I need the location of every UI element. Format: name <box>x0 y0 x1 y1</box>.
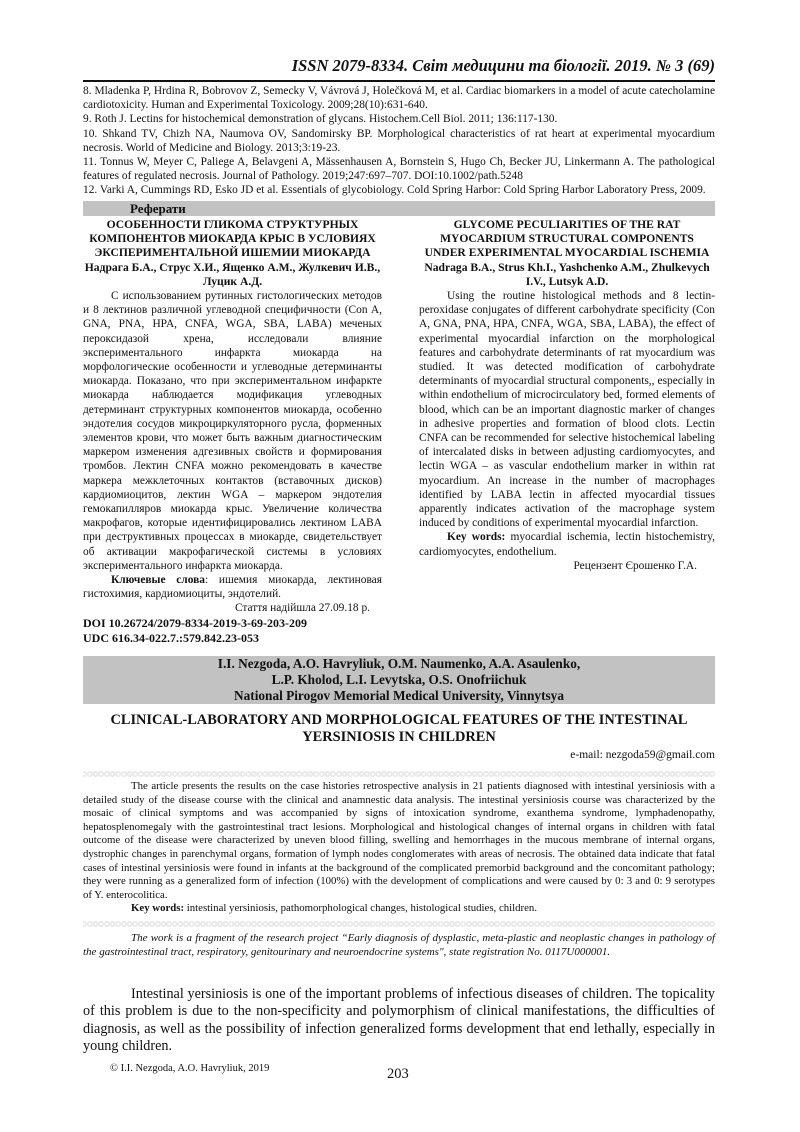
copyright: © I.I. Nezgoda, A.O. Havryliuk, 2019 <box>110 1063 270 1074</box>
affiliation: National Pirogov Memorial Medical University, Vinnytsya <box>234 688 564 703</box>
abstract-border-bottom <box>83 921 715 927</box>
introduction <box>83 986 715 1056</box>
keywords-label: Key words: <box>131 902 185 915</box>
reference-item: 12. Varki A, Cummings RD, Esko JD et al. Essentials of glycobiology. Cold Spring Harbor: Cold Spring Harbor Laboratory Press, 2009. <box>83 184 706 197</box>
article-authors-line: L.P. Kholod, L.I. Levytska, O.S. Onofriichuk <box>271 672 527 687</box>
english-title: GLYCOME PECULIARITIES OF THE RAT MYOCARDIUM STRUCTURAL COMPONENTS UNDER EXPERIMENTAL MYOCARDIAL ISCHEMIA <box>424 218 710 260</box>
russian-title: ОСОБЕННОСТИ ГЛИКОМА СТРУКТУРНЫХ КОМПОНЕНТОВ МИОКАРДА КРЫС В УСЛОВИЯХ ЭКСПЕРИМЕНТАЛЬНОЙ ИШЕМИИ МИОКАРДА <box>89 218 376 260</box>
running-head: ISSN 2079-8334. Світ медицини та біології. 2019. № 3 (69) <box>291 56 715 75</box>
article-title-line: YERSINIOSIS IN CHILDREN <box>302 729 496 745</box>
russian-abstract-column <box>83 218 382 616</box>
article-abstract <box>83 780 715 916</box>
received-date: Стаття надійшла 27.09.18 р. <box>234 602 370 615</box>
article-title-line: CLINICAL-LABORATORY AND MORPHOLOGICAL FEATURES OF THE INTESTINAL <box>110 712 688 728</box>
article-title <box>83 712 715 746</box>
russian-authors: Надрага Б.А., Струс Х.И., Ященко А.М., Жулкевич И.В., Луцик А.Д. <box>84 260 381 288</box>
udc: UDC 616.34-022.7.:579.842.23-053 <box>83 631 259 645</box>
english-abstract-text: Using the routine histological methods and 8 lectin-peroxidase conjugates of different carbohydrate specificity (Con A, GNA, PNA, HPA, CNFA, WGA, SBA, LABA), the effect of experimental myocardial infarction on the morphological features and carbohydrate determinants of rat myocardium was studied. It was detected modification of carbohydrate determinants of myocardial structural components,, especially in within endothelium of microcirculatory bed, formed elements of blood, which can be an important diagnostic marker of changes in adhesive properties and formation of blood clots. Lectin CNFA can be recommended for selective histochemical labeling of intercalated disks in between adjusting cardiomyocytes, and lectin WGA – as vascular endothelium marker in within rat myocardium. An increase in the number of macrophages identified by LABA lectin in affected myocardial tissues apparently indicates activation of the macrophage system induced by conditions of experimental myocardial infarction. <box>419 290 715 530</box>
doi: DOI 10.26724/2079-8334-2019-3-69-203-209 <box>83 616 307 630</box>
abstract-text: The article presents the results on the case histories retrospective analysis in 21 patients diagnosed with intestinal yersiniosis with a detailed study of the disease course with the clinical and anamnestic data analysis. The intestinal yersiniosis course was characterized by the mosaic of clinical symptoms and was accompanied by signs of intoxication syndrome, exanthema syndrome, lymphadenopathy, hepatosplenomegaly with the gastrointestinal tract lesions. Morphological and histological changes of internal organs in children with fatal outcome of the disease were characterized by uneven blood filling, swelling and hemorrhages in the mucous membrane of internal organs, dystrophic changes in parenchymal organs, formation of lymph nodes conglomerates with areas of necrosis. The obtained data indicate that fatal cases of intestinal yersiniosis were found in infants at the background of the complicated premorbid background and the concomitant pathology; they were running as a generalized form of infection (100%) with the development of complications and were caused by 0: 3 and 0: 9 serotypes of Y. enterocolitica. <box>83 780 715 901</box>
referaty-section-bar <box>83 201 715 216</box>
keywords-text: intestinal yersiniosis, pathomorphological changes, histological studies, children. <box>184 902 538 915</box>
reviewer: Рецензент Єрошенко Г.А. <box>573 559 697 572</box>
russian-abstract-text: С использованием рутинных гистологических методов и 8 лектинов различной углеводной специфичности (Con A, GNA, PNA, HPA, CNFA, WGA, SBA, LABA) меченых пероксидазой хрена, исследовали влияние экспериментального инфаркта миокарда на морфологические особенности и углеводные детерминанты миокарда. Показано, что при экспериментальном инфаркте миокарда наблюдается модификация углеводных детерминант структурных компонентов миокарда, особенно эндотелия сосудов микроциркуляторного русла, форменных элементов крови, что может быть важным диагностическим маркером изменения адгезивных свойств и формирования тромбов. Лектин CNFA можно рекомендовать в качестве маркера межклеточных контактов (вставочных дисков) кардиомиоцитов, лектин WGA – маркером эндотелия гемокапилляров миокарда крыс. Увеличение количества макрофагов, которые идентифицировались лектином LABA при деструктивных процессах в миокарде, свидетельствует об активации макрофагической системы в условиях экспериментального инфаркта миокарда. <box>83 290 382 572</box>
article-authors-line: I.I. Nezgoda, A.O. Havryliuk, O.M. Naumenko, A.A. Asaulenko, <box>217 656 581 671</box>
keywords-label: Ключевые слова <box>111 574 205 587</box>
english-abstract-column <box>419 218 715 573</box>
contact-email: e-mail: nezgoda59@gmail.com <box>570 749 715 761</box>
article-keywords <box>83 902 715 916</box>
doi-udc-block <box>83 616 307 646</box>
keywords-text: : ишемия миокарда, лектиновая гистохимия, кардиомиоциты, эндотелий. <box>83 574 382 601</box>
keywords-text: myocardial ischemia, lectin histochemistry, cardiomyocytes, endothelium. <box>419 531 715 558</box>
header-rule <box>83 80 715 82</box>
keywords-label: Key words: <box>447 531 506 544</box>
reference-item: 10. Shkand TV, Chizh NA, Naumova OV, Sandomirsky BP. Morphological characteristics of rat heart at experimental myocardium necrosis. World of Medicine and Biology. 2013;3:19-23. <box>83 127 715 154</box>
abstract-border-top <box>83 771 715 777</box>
reference-item: 9. Roth J. Lectins for histochemical demonstration of glycans. Histochem.Cell Biol. 2011; 136:117-130. <box>83 113 558 126</box>
reference-item: 11. Tonnus W, Meyer C, Paliege A, Belavgeni A, Mässenhausen A, Bornstein S, Hugo Ch, Becker JU, Linkermann A. The pathological features of regulated necrosis. Journal of Pathology. 2019;247:697–707. DOI:10.1002/path.5248 <box>83 156 715 183</box>
referaty-heading: Реферати <box>130 201 186 216</box>
page-number: 203 <box>387 1066 409 1082</box>
reference-list <box>83 84 715 198</box>
project-note <box>83 932 715 960</box>
reference-item: 8. Mladenka P, Hrdina R, Bobrovov Z, Semecky V, Vávrová J, Holečková M, et al. Cardiac biomarkers in a model of acute catecholamine cardiotoxicity. Human and Experimental Toxicology. 2009;28(10):631-640. <box>83 85 715 112</box>
russian-keywords <box>83 573 382 601</box>
english-authors: Nadraga B.A., Strus Kh.I., Yashchenko A.M., Zhulkevych I.V., Lutsyk A.D. <box>424 260 710 288</box>
authors-affiliation-bar <box>83 656 715 704</box>
project-note-text: The work is a fragment of the research project “Early diagnosis of dysplastic, meta-plastic and neoplastic changes in pathology of the gastrointestinal tract, respiratory, genitourinary and neuroendocrine systems", state registration No. 0117U000001. <box>83 932 715 958</box>
intro-paragraph: Intestinal yersiniosis is one of the important problems of infectious diseases of children. The topicality of this problem is due to the non-specificity and polymorphism of clinical manifestations, the difficulties of diagnosis, as well as the possibility of infection generalized forms development that end lethally, especially in young children. <box>83 986 715 1055</box>
english-keywords <box>419 530 715 558</box>
